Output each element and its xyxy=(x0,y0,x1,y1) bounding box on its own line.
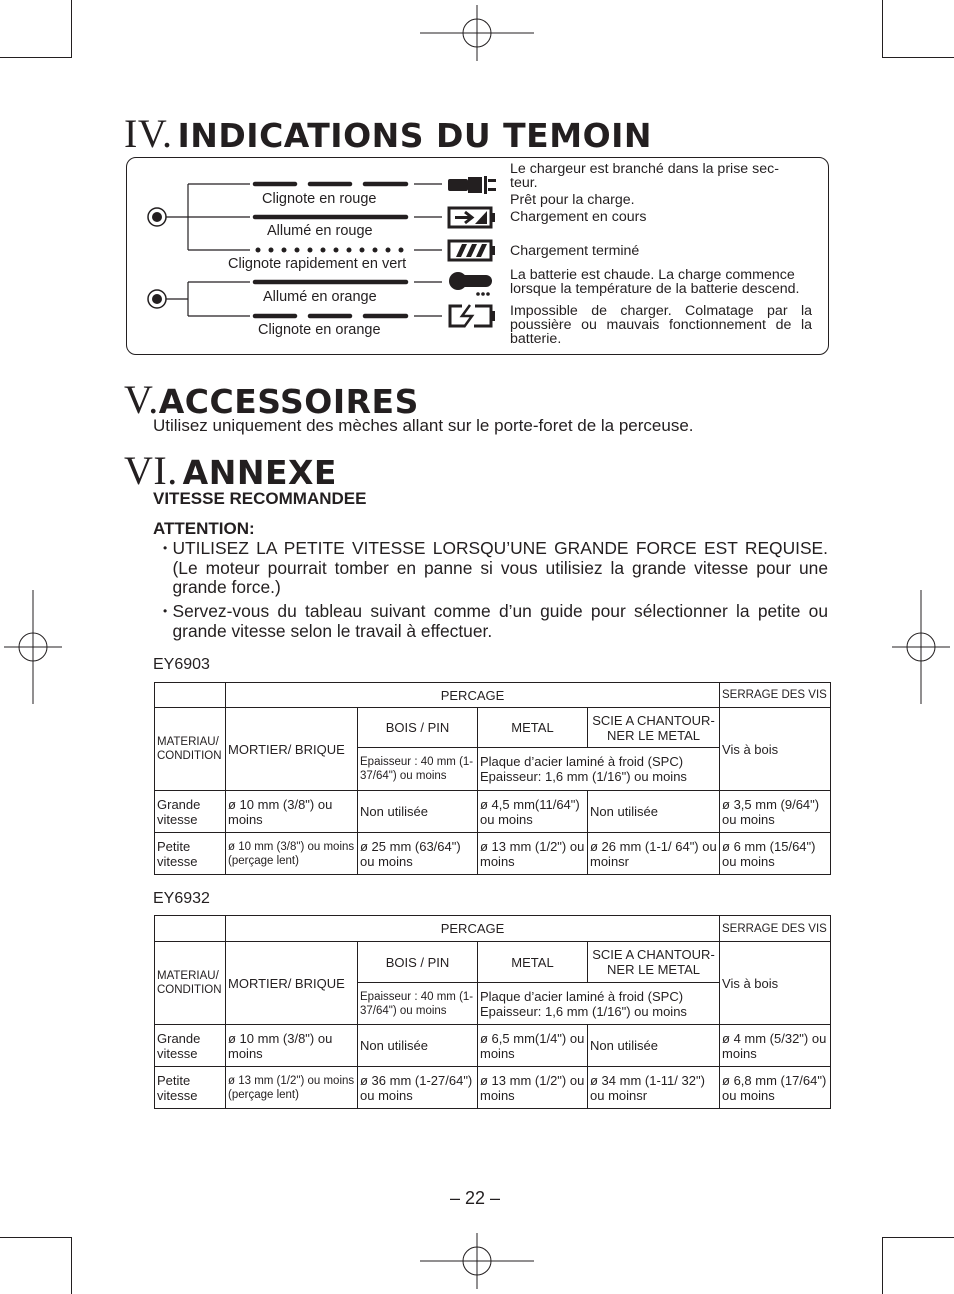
indicator-label-solid-red: Allumé en rouge xyxy=(267,223,373,239)
header-metal-sub: Plaque d’acier laminé à froid (SPC) Epaisseur: 1,6 mm (1/16") ou moins xyxy=(478,983,720,1025)
cell-vis: ø 4 mm (5/32") ou moins xyxy=(720,1025,831,1067)
annexe-subtitle: VITESSE RECOMMANDEE xyxy=(153,489,367,508)
indicator-desc-charging: Chargement en cours xyxy=(510,209,647,225)
registration-mark-right xyxy=(892,590,950,704)
table-model-label: EY6932 xyxy=(153,890,210,907)
section-heading: INDICATIONS DU TEMOIN xyxy=(177,116,653,155)
indicator-desc-ready: Prêt pour la charge. xyxy=(510,192,635,208)
cell-scie: Non utilisée xyxy=(588,1025,720,1067)
row-label: Grande vitesse xyxy=(155,791,226,833)
section-heading: ACCESSOIRES xyxy=(158,382,419,421)
cell-metal: ø 13 mm (1/2") ou moins xyxy=(478,833,588,875)
section-numeral: V. xyxy=(124,377,159,422)
indicator-desc-plugged xyxy=(510,162,812,190)
cell-bois: ø 36 mm (1-27/64") ou moins xyxy=(358,1067,478,1109)
row-label: Petite vitesse xyxy=(155,833,226,875)
section-numeral: VI. xyxy=(124,448,178,493)
battery-full-icon xyxy=(449,241,495,260)
header-condition: MATERIAU/ CONDITION xyxy=(155,708,226,791)
cell-vis: ø 6,8 mm (17/64") ou moins xyxy=(720,1067,831,1109)
header-percage: PERCAGE xyxy=(226,916,720,942)
cell-mortier: ø 10 mm (3/8") ou moins xyxy=(226,1025,358,1067)
table-row xyxy=(155,833,831,875)
cell-metal: ø 6,5 mm(1/4") ou moins xyxy=(478,1025,588,1067)
cell-vis: ø 3,5 mm (9/64") ou moins xyxy=(720,791,831,833)
cell-metal: ø 4,5 mm(11/64") ou moins xyxy=(478,791,588,833)
bullet-dot: • xyxy=(163,604,168,618)
table-corner xyxy=(155,916,226,942)
indicator-label-fast-blink-green: Clignote rapidement en vert xyxy=(228,256,407,272)
header-vis: Vis à bois xyxy=(720,708,831,791)
header-metal: METAL xyxy=(478,942,588,983)
indicator-label-blink-orange: Clignote en orange xyxy=(258,322,381,338)
header-serrage: SERRAGE DES VIS xyxy=(720,916,831,942)
header-metal-sub: Plaque d’acier laminé à froid (SPC) Epaisseur: 1,6 mm (1/16") ou moins xyxy=(478,748,720,791)
battery-charging-icon xyxy=(449,208,495,227)
accessoires-text: Utilisez uniquement des mèches allant sur le porte-foret de la perceuse. xyxy=(153,416,694,435)
page-number: – 22 – xyxy=(450,1188,501,1208)
row-label: Grande vitesse xyxy=(155,1025,226,1067)
header-mortier: MORTIER/ BRIQUE xyxy=(226,708,358,791)
cell-vis: ø 6 mm (15/64") ou moins xyxy=(720,833,831,875)
header-vis: Vis à bois xyxy=(720,942,831,1025)
table-row xyxy=(155,1025,831,1067)
table-corner xyxy=(155,683,226,708)
header-bois-sub: Epaisseur : 40 mm (1-37/64") ou moins xyxy=(358,748,478,791)
bullet-text: Servez-vous du tableau suivant comme d’un guide pour sélectionner la petite ou grande vitesse selon le travail à effectuer. xyxy=(172,601,828,641)
cell-scie: ø 26 mm (1-1/ 64") ou moinsr xyxy=(588,833,720,875)
speed-table-ey6903 xyxy=(154,682,831,875)
cell-bois: Non utilisée xyxy=(358,791,478,833)
battery-error-icon xyxy=(450,305,495,327)
thermometer-icon xyxy=(449,272,492,296)
indicator-desc-complete: Chargement terminé xyxy=(510,243,640,259)
indicator-label-blink-red: Clignote en rouge xyxy=(262,191,377,207)
registration-mark-top xyxy=(420,5,534,61)
registration-mark-bottom xyxy=(420,1233,534,1289)
cell-mortier: ø 10 mm (3/8") ou moins xyxy=(226,791,358,833)
header-percage: PERCAGE xyxy=(226,683,720,708)
cell-bois: Non utilisée xyxy=(358,1025,478,1067)
header-bois-sub: Epaisseur : 40 mm (1-37/64") ou moins xyxy=(358,983,478,1025)
header-metal: METAL xyxy=(478,708,588,748)
header-condition: MATERIAU/ CONDITION xyxy=(155,942,226,1025)
header-scie: SCIE A CHANTOUR-NER LE METAL xyxy=(588,708,720,748)
header-bois: BOIS / PIN xyxy=(358,708,478,748)
header-bois: BOIS / PIN xyxy=(358,942,478,983)
header-serrage: SERRAGE DES VIS xyxy=(720,683,831,708)
led-lamp-top xyxy=(148,208,166,226)
desc-plugged: Le chargeur est branché dans la prise sec-teur. xyxy=(510,161,779,191)
cell-bois: ø 25 mm (63/64") ou moins xyxy=(358,833,478,875)
cell-mortier: ø 10 mm (3/8") ou moins (perçage lent) xyxy=(226,833,358,875)
section-title-indications xyxy=(124,110,652,157)
section-numeral: IV. xyxy=(124,111,173,156)
table-model-label: EY6903 xyxy=(153,656,210,673)
cell-scie: ø 34 mm (1-11/ 32") ou moinsr xyxy=(588,1067,720,1109)
header-mortier: MORTIER/ BRIQUE xyxy=(226,942,358,1025)
bullet-dot: • xyxy=(163,541,168,555)
led-lamp-bottom xyxy=(148,290,166,308)
attention-bullet-1 xyxy=(160,539,828,598)
registration-mark-left xyxy=(4,590,62,704)
cell-metal: ø 13 mm (1/2") ou moins xyxy=(478,1067,588,1109)
attention-label: ATTENTION: xyxy=(153,519,255,538)
speed-table-ey6932 xyxy=(154,915,831,1109)
table-row xyxy=(155,1067,831,1109)
indicator-desc-hot: La batterie est chaude. La charge commence lorsque la température de la batterie descend. xyxy=(510,267,800,297)
indicator-label-solid-orange: Allumé en orange xyxy=(263,289,377,305)
section-heading: ANNEXE xyxy=(182,453,337,492)
bullet-text: UTILISEZ LA PETITE VITESSE LORSQU’UNE GRANDE FORCE EST REQUISE. (Le moteur pourrait tomber en panne si vous utilisiez la grande vitesse pour une grande force.) xyxy=(172,538,828,597)
section-title-annexe xyxy=(124,447,337,494)
attention-bullet-2 xyxy=(160,602,828,641)
header-scie: SCIE A CHANTOUR-NER LE METAL xyxy=(588,942,720,983)
indicator-desc-error: Impossible de charger. Colmatage par la poussière ou mauvais fonctionnement de la batterie. xyxy=(510,303,812,347)
plug-icon xyxy=(448,176,496,194)
cell-scie: Non utilisée xyxy=(588,791,720,833)
cell-mortier: ø 13 mm (1/2") ou moins (perçage lent) xyxy=(226,1067,358,1109)
table-row xyxy=(155,791,831,833)
row-label: Petite vitesse xyxy=(155,1067,226,1109)
